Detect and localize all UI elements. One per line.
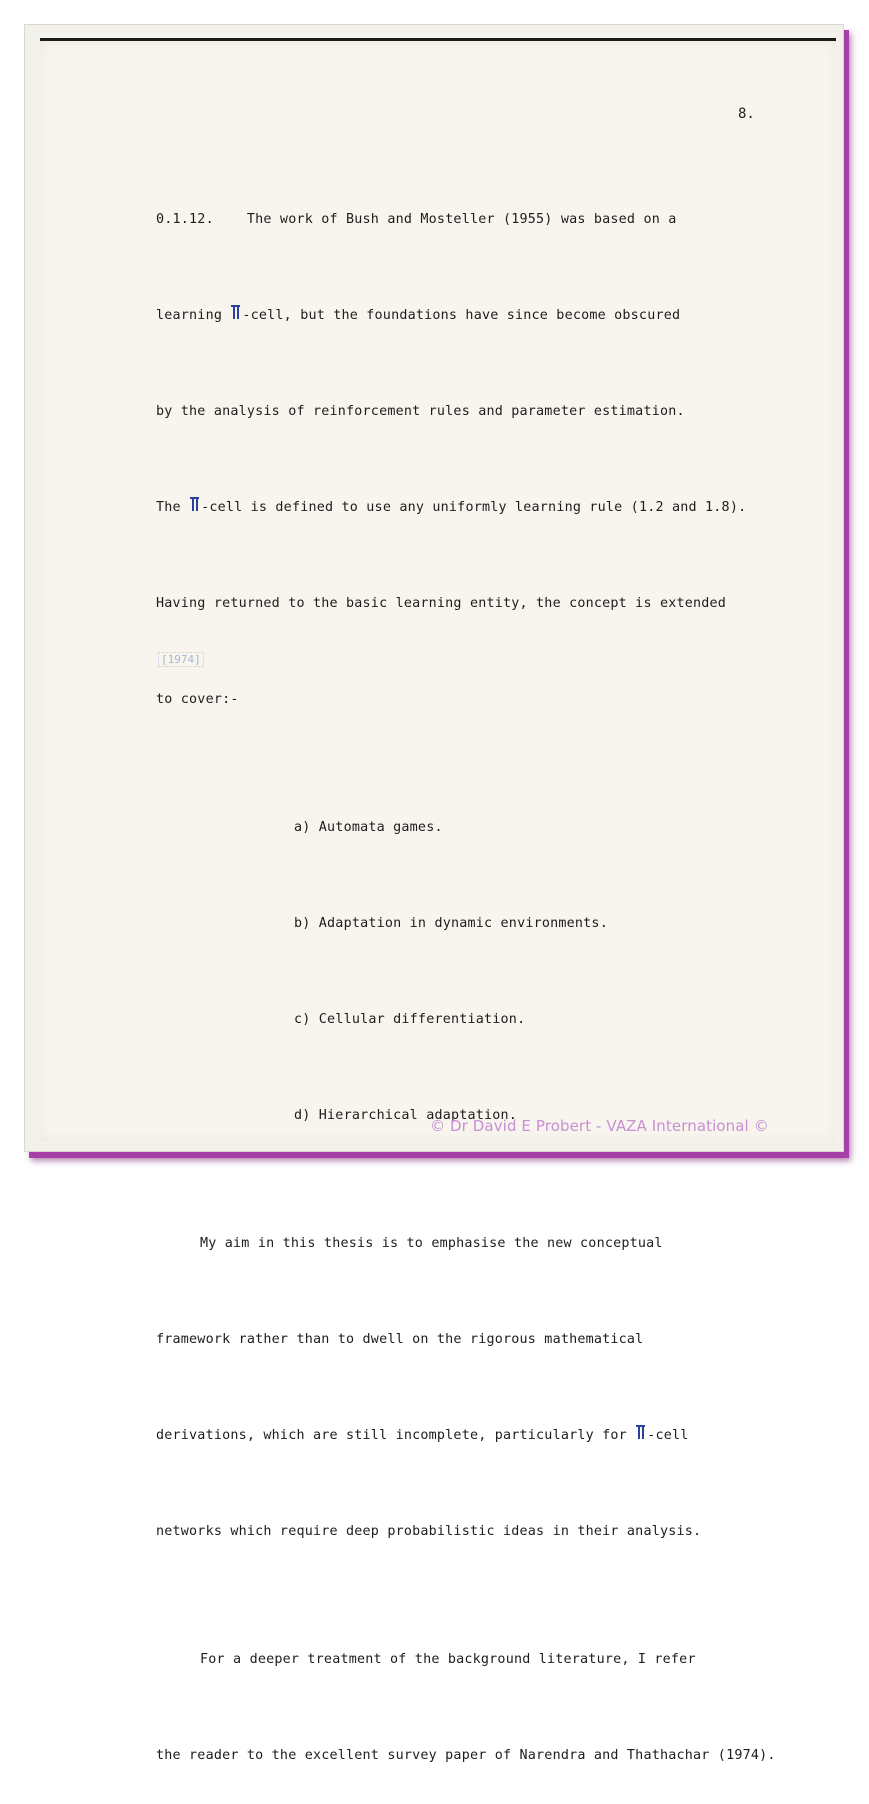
faint-reference-mark: [1974] bbox=[158, 652, 204, 667]
paragraph-1-line-5: Having returned to the basic learning entity, the concept is extended bbox=[156, 596, 727, 611]
list-item: d) Hierarchical adaptation. bbox=[294, 1108, 518, 1123]
paragraph-3-line-1: For a deeper treatment of the background literature, I refer bbox=[200, 1652, 696, 1667]
handwritten-pi-icon bbox=[635, 1425, 647, 1441]
paragraph-1-line-1: 0.1.12. The work of Bush and Mosteller (1955) was based on a bbox=[156, 212, 677, 227]
text-span: -cell, but the foundations have since become obscured bbox=[242, 308, 681, 323]
document-body bbox=[156, 140, 826, 1804]
handwritten-pi-icon bbox=[230, 305, 242, 321]
page-number: 8. bbox=[738, 106, 755, 122]
paragraph-2-line-1: My aim in this thesis is to emphasise the new conceptual bbox=[200, 1236, 663, 1251]
paragraph-1-line-3: by the analysis of reinforcement rules and parameter estimation. bbox=[156, 404, 685, 419]
text-span: -cell bbox=[647, 1428, 689, 1443]
handwritten-pi-icon bbox=[189, 497, 201, 513]
text-span: The bbox=[156, 500, 190, 515]
paragraph-2-line-2: framework rather than to dwell on the rigorous mathematical bbox=[156, 1332, 644, 1347]
paragraph-3-line-2: the reader to the excellent survey paper of Narendra and Thathachar (1974). bbox=[156, 1748, 776, 1763]
list-item: a) Automata games. bbox=[294, 820, 443, 835]
paragraph-1-line-6: to cover:- bbox=[156, 692, 239, 707]
text-span: derivations, which are still incomplete, particularly for bbox=[156, 1428, 636, 1443]
paragraph-1-line-4 bbox=[156, 492, 826, 524]
text-span: learning bbox=[156, 308, 231, 323]
paragraph-2-line-3 bbox=[156, 1420, 826, 1452]
paragraph-2-line-4: networks which require deep probabilistic ideas in their analysis. bbox=[156, 1524, 702, 1539]
text-span: -cell is defined to use any uniformly learning rule (1.2 and 1.8). bbox=[201, 500, 747, 515]
copyright-watermark: © Dr David E Probert - VAZA International © bbox=[430, 1117, 769, 1135]
list-item: b) Adaptation in dynamic environments. bbox=[294, 916, 608, 931]
list-item: c) Cellular differentiation. bbox=[294, 1012, 526, 1027]
paragraph-1-line-2 bbox=[156, 300, 826, 332]
